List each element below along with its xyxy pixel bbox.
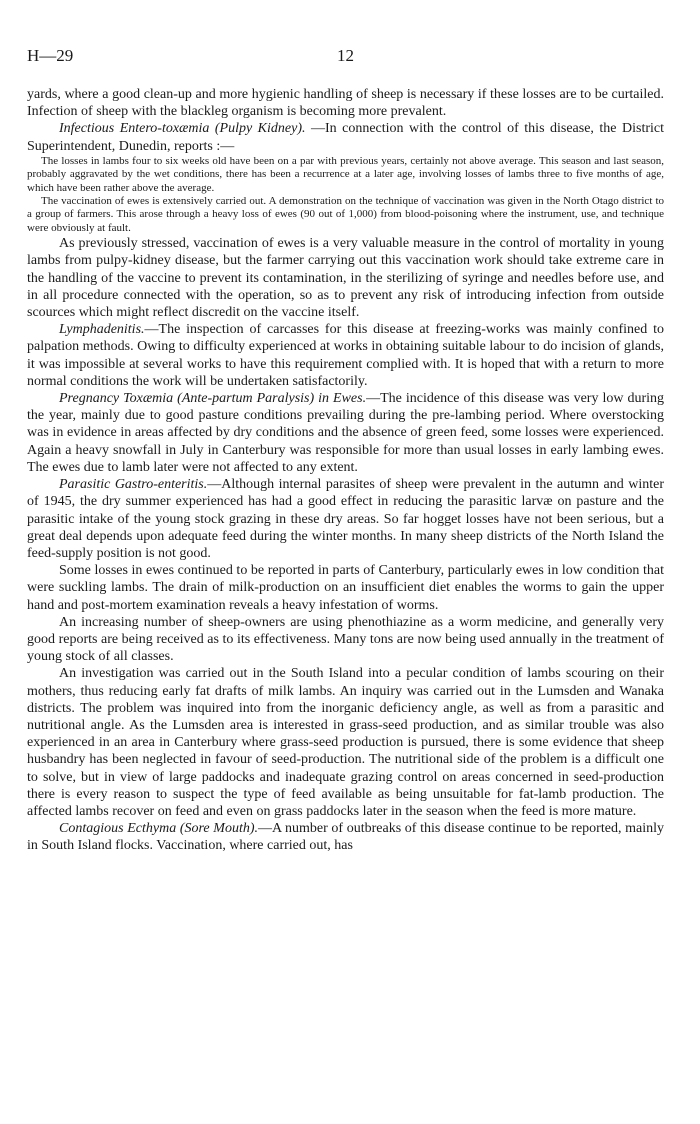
investigation-paragraph: An investigation was carried out in the South Island into a pecular condition of lambs scouring on their mothers, thus reducing early fat drafts of milk lambs. An inquiry was carried out in the Lumsden and Wanaka districts. The problem was inquired into from the inorganic deficiency angle, as well as from a parasitic and nutritional angle. As the Lumsden area is interested in grass-seed production, and as similar trouble was also experienced in an area in Canterbury where grass-seed production is pursued, there is some evidence that sheep husbandry has been neglected in favour of seed-production. The nutritional side of the problem is a difficult one to solve, but in view of large paddocks and inadequate grazing control on areas concerned in seed-production there is every reason to suspect the type of feed available as being unsuitable for fat-lamb production. The affected lambs recover on feed and even on grass paddocks later in the season when the feed is more mature. bbox=[27, 666, 664, 819]
section-title-lymphadenitis: Lymphadenitis. bbox=[59, 322, 145, 338]
page-number: 12 bbox=[337, 46, 354, 65]
lymphadenitis-paragraph bbox=[27, 321, 664, 390]
pregnancy-toxaemia-text: —The incidence of this disease was very low during the year, mainly due to good pasture conditions prevailing during the pre-lambing period. Where overstocking was in evidence in areas affected by dry conditions and the absence of green feed, some losses were experienced. Again a heavy snowfall in July in Canterbury was responsible for more than usual losses in early lambing ewes. The ewes due to lamb later were not affected to any extent. bbox=[27, 391, 664, 475]
superintendent-report-quote bbox=[27, 155, 664, 235]
contagious-ecthyma-text: —A number of outbreaks of this disease continue to be reported, mainly in South Island flocks. Vaccination, where carried out, has bbox=[27, 821, 664, 854]
pregnancy-toxaemia-paragraph bbox=[27, 390, 664, 476]
section-title-contagious-ecthyma: Contagious Ecthyma (Sore Mouth). bbox=[59, 821, 259, 837]
quote-paragraph-1: The losses in lambs four to six weeks old have been on a par with previous years, certainly not above average. This season and last season, probably aggravated by the wet conditions, there has been a recurrence at a later age, involving losses of lambs three to five months of age, which have been rather above the average. bbox=[27, 154, 664, 194]
parasitic-gastro-enteritis-text: —Although internal parasites of sheep were prevalent in the autumn and winter of 1945, the dry summer experienced has had a good effect in reducing the parasitic larvæ on pasture and the parasitic intake of the young stock grazing in these dry areas. So far hogget losses have not been serious, but a great deal depends upon adequate feed during the winter months. In many sheep districts of the North Island the feed-supply position is not good. bbox=[27, 477, 664, 561]
section-title-pulpy-kidney: Infectious Entero-toxæmia (Pulpy Kidney). bbox=[59, 121, 306, 137]
parasitic-gastro-enteritis-paragraph bbox=[27, 476, 664, 562]
quote-paragraph-2: The vaccination of ewes is extensively carried out. A demonstration on the technique of vaccination was given in the North Otago district to a group of farmers. This arose through a heavy loss of ewes (90 out of 1,000) from blood-poisoning where the instrument, use, and technique were obviously at fault. bbox=[27, 195, 664, 234]
lymphadenitis-text: —The inspection of carcasses for this disease at freezing-works was mainly confined to palpation methods. Owing to difficulty experienced at works in obtaining suitable labour to do incision of glands, it was impossible at several works to have this requirement complied with. It is hoped that with a return to more normal conditions the work will be undertaken satisfactorily. bbox=[27, 322, 664, 389]
pulpy-kidney-paragraph bbox=[27, 120, 664, 154]
vaccination-paragraph: As previously stressed, vaccination of ewes is a very valuable measure in the control of mortality in young lambs from pulpy-kidney disease, but the farmer carrying out this vaccination work should take extreme care in the handling of the vaccine to prevent its contamination, in the sterilizing of syringe and needles before use, and in all procedure connected with the operation, so as to prevent any risk of introducing infection from outside scources which might reflect discredit on the vaccine itself. bbox=[27, 236, 664, 321]
intro-paragraph: yards, where a good clean-up and more hygienic handling of sheep is necessary if these losses are to be curtailed. Infection of sheep with the blackleg organism is becoming more prevalent. bbox=[27, 87, 664, 120]
section-title-parasitic-gastro-enteritis: Parasitic Gastro-enteritis. bbox=[59, 477, 208, 493]
contagious-ecthyma-paragraph bbox=[27, 820, 664, 854]
section-title-pregnancy-toxaemia: Pregnancy Toxæmia (Ante-partum Paralysis) in Ewes. bbox=[59, 391, 367, 407]
document-body bbox=[27, 86, 664, 855]
ewes-losses-paragraph: Some losses in ewes continued to be reported in parts of Canterbury, particularly ewes in low condition that were suckling lambs. The drain of milk-production on an insufficient diet enables the worms to gain the upper hand and post-mortem examination reveals a heavy infestation of worms. bbox=[27, 563, 664, 613]
pulpy-kidney-text: —In connection with the control of this disease, the District Superintendent, Dunedin, reports :— bbox=[27, 121, 665, 154]
phenothiazine-paragraph: An increasing number of sheep-owners are using phenothiazine as a worm medicine, and generally very good reports are being received as to its effectiveness. Many tons are now being used annually in the treatment of young stock of all classes. bbox=[27, 614, 664, 665]
document-reference: H—29 bbox=[27, 46, 74, 65]
page-header bbox=[27, 46, 664, 86]
